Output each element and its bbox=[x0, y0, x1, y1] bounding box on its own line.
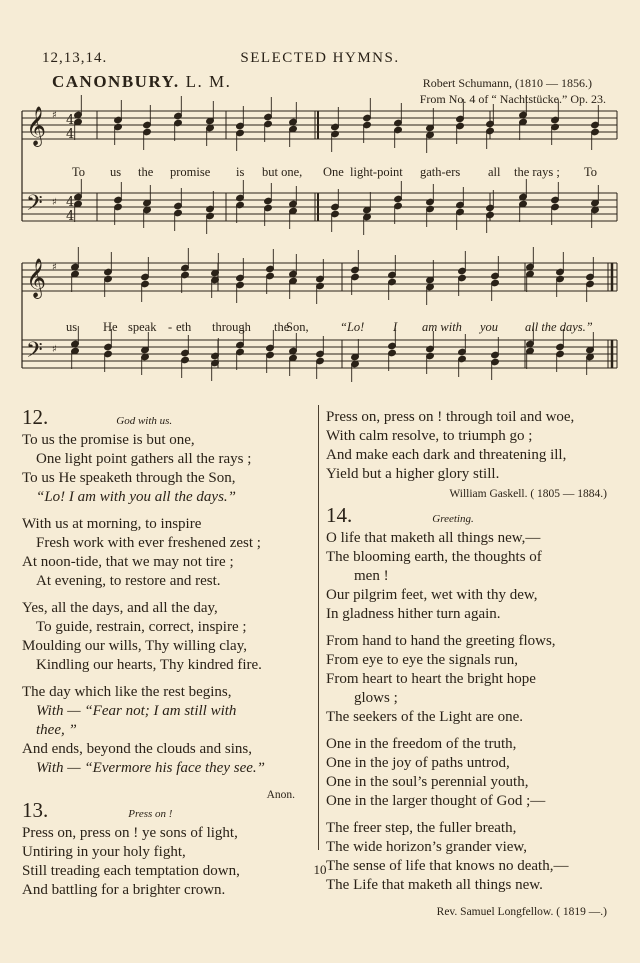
lyric-syllable: He bbox=[103, 320, 118, 334]
lyric-syllable: light-point bbox=[350, 165, 403, 179]
lyric-syllable: promise bbox=[170, 165, 211, 179]
lyric-syllable: am with bbox=[422, 320, 462, 334]
stanza-line: With — “Evermore his face they see.” bbox=[36, 760, 265, 776]
stanza-line: Our pilgrim feet, wet with thy dew, bbox=[326, 587, 538, 603]
stanza-line: glows ; bbox=[354, 690, 398, 706]
stanza-line: One in the joy of paths untrod, bbox=[326, 755, 510, 771]
hymn-14 bbox=[326, 503, 621, 922]
lyric-syllable: - bbox=[168, 320, 173, 334]
hymn-12-number: 12. bbox=[22, 405, 49, 429]
key-signature: ♯ bbox=[52, 197, 57, 208]
stanza-line: Yes, all the days, and all the day, bbox=[22, 600, 218, 616]
right-column bbox=[326, 408, 621, 922]
stanza bbox=[22, 431, 317, 507]
stanza bbox=[326, 529, 621, 624]
stanza-line: From hand to hand the greeting flows, bbox=[326, 633, 556, 649]
stanza-line: In gladness hither turn again. bbox=[326, 606, 501, 622]
lyric-syllable: eth bbox=[176, 320, 192, 334]
hymn-14-text bbox=[326, 529, 621, 895]
hymn-12-text bbox=[22, 431, 317, 778]
key-signature: ♯ bbox=[52, 344, 57, 355]
stanza-line: Press on, press on ! ye sons of light, bbox=[22, 825, 238, 841]
stanza-line: At noon-tide, that we may not tire ; bbox=[22, 554, 234, 570]
stanza-line: With — “Fear not; I am still with bbox=[36, 703, 237, 719]
stanza-line: “Lo! I am with you all the days.” bbox=[36, 489, 237, 505]
stanza-line: And ends, beyond the clouds and sins, bbox=[22, 741, 252, 757]
hymn-13-number: 13. bbox=[22, 798, 49, 822]
stanza-line: To guide, restrain, correct, inspire ; bbox=[36, 619, 247, 635]
lyric-syllable: us bbox=[66, 320, 78, 334]
stanza-line: One in the larger thought of God ;— bbox=[326, 793, 546, 809]
bass-clef: 𝄢 bbox=[26, 338, 43, 368]
tune-meter: L. M. bbox=[185, 72, 232, 91]
stanza-line: O life that maketh all things new,— bbox=[326, 530, 541, 546]
stanza-line: And make each dark and threatening ill, bbox=[326, 447, 567, 463]
stanza bbox=[326, 735, 621, 811]
stanza-line: To us He speaketh through the Son, bbox=[22, 470, 236, 486]
stanza-line: Untiring in your holy fight, bbox=[22, 844, 186, 860]
lyric-syllable: all the days.” bbox=[525, 320, 593, 334]
stanza-line: One in the soul’s perennial youth, bbox=[326, 774, 529, 790]
lyric-syllable: the bbox=[274, 320, 290, 334]
stanza-line: Still treading each temptation down, bbox=[22, 863, 240, 879]
stanza bbox=[22, 599, 317, 675]
lyric-syllable: “Lo! bbox=[340, 320, 365, 334]
lyric-syllable: I bbox=[393, 320, 398, 334]
stanza bbox=[22, 515, 317, 591]
hymn-12 bbox=[22, 405, 317, 805]
stanza-line: Press on, press on ! through toil and woe, bbox=[326, 409, 575, 425]
stanza-line: The seekers of the Light are one. bbox=[326, 709, 523, 725]
stanza-line: With calm resolve, to triumph go ; bbox=[326, 428, 533, 444]
treble-clef: 𝄞 bbox=[26, 106, 47, 146]
stanza-line: Kindling our hearts, Thy kindred fire. bbox=[36, 657, 262, 673]
stanza-line: Fresh work with ever freshened zest ; bbox=[36, 535, 261, 551]
hymn-14-attribution: Rev. Samuel Longfellow. ( 1819 —.) bbox=[436, 906, 607, 918]
stanza-line: The Life that maketh all things new. bbox=[326, 877, 543, 893]
key-signature: ♯ bbox=[52, 262, 57, 273]
lyric-syllable: To bbox=[584, 165, 598, 179]
stanza-line: The day which like the rest begins, bbox=[22, 684, 232, 700]
stanza-line: To us the promise is but one, bbox=[22, 432, 195, 448]
hymn-numbers-header: 12,13,14. bbox=[42, 50, 108, 66]
column-divider bbox=[318, 405, 319, 850]
stanza-line: men ! bbox=[354, 568, 389, 584]
music-score bbox=[0, 0, 640, 400]
lyric-syllable: One bbox=[323, 165, 344, 179]
bass-clef: 𝄢 bbox=[26, 191, 43, 221]
lyric-syllable: is bbox=[236, 165, 245, 179]
stanza-line: With us at morning, to inspire bbox=[22, 516, 202, 532]
section-title: SELECTED HYMNS. bbox=[240, 50, 400, 66]
hymn-14-number: 14. bbox=[326, 503, 353, 527]
lyric-syllable: gath-ers bbox=[420, 165, 461, 179]
time-signature: 4 bbox=[66, 209, 75, 224]
key-signature: ♯ bbox=[52, 110, 57, 121]
stanza bbox=[326, 632, 621, 727]
hymn-13 bbox=[22, 798, 317, 900]
tune-source: From No. 4 of “ Nachtstücke.” Op. 23. bbox=[419, 92, 606, 106]
hymn-12-subtitle: God with us. bbox=[116, 415, 173, 427]
lyric-syllable: us bbox=[110, 165, 122, 179]
stanza-line: Yield but a higher glory still. bbox=[326, 466, 500, 482]
stanza-line: And battling for a brighter crown. bbox=[22, 882, 226, 898]
lyric-syllable: through bbox=[212, 320, 251, 334]
stanza bbox=[22, 683, 317, 778]
stanza-line: One light point gathers all the rays ; bbox=[36, 451, 252, 467]
stanza-line: At evening, to restore and rest. bbox=[36, 573, 221, 589]
lyric-syllable: To bbox=[72, 165, 86, 179]
time-signature: 4 bbox=[66, 195, 75, 210]
page-number: 10 bbox=[313, 862, 327, 877]
stanza-line: One in the freedom of the truth, bbox=[326, 736, 517, 752]
hymn-13-stanza-2 bbox=[326, 408, 621, 484]
stanza-line: The blooming earth, the thoughts of bbox=[326, 549, 542, 565]
time-signature: 4 bbox=[66, 113, 75, 128]
treble-clef: 𝄞 bbox=[26, 258, 47, 298]
stanza-line: From heart to heart the bright hope bbox=[326, 671, 536, 687]
time-signature: 4 bbox=[66, 127, 75, 142]
lyric-syllable: the bbox=[138, 165, 154, 179]
stanza-line: From eye to eye the signals run, bbox=[326, 652, 519, 668]
hymn-13-subtitle: Press on ! bbox=[128, 808, 173, 820]
stanza-line: Moulding our wills, Thy willing clay, bbox=[22, 638, 247, 654]
lyric-syllable: Son, bbox=[286, 320, 309, 334]
hymn-12-attribution: Anon. bbox=[266, 789, 295, 801]
stanza-line: thee, ” bbox=[36, 722, 77, 738]
composer: Robert Schumann, (1810 — 1856.) bbox=[422, 76, 592, 90]
left-column bbox=[22, 405, 317, 900]
hymn-13-attribution: William Gaskell. ( 1805 — 1884.) bbox=[449, 488, 607, 500]
lyric-syllable: but one, bbox=[262, 165, 303, 179]
stanza-line: The freer step, the fuller breath, bbox=[326, 820, 517, 836]
stanza bbox=[326, 819, 621, 895]
lyric-syllable: all bbox=[488, 165, 501, 179]
lyric-syllable: you bbox=[480, 320, 499, 334]
tune-name: CANONBURY. L. M. bbox=[52, 72, 232, 91]
stanza-line: The wide horizon’s grander view, bbox=[326, 839, 528, 855]
stanza-line: The sense of life that knows no death,— bbox=[326, 858, 569, 874]
lyric-syllable: speak bbox=[128, 320, 157, 334]
lyric-syllable: the rays ; bbox=[514, 165, 560, 179]
hymn-14-subtitle: Greeting. bbox=[432, 513, 474, 525]
